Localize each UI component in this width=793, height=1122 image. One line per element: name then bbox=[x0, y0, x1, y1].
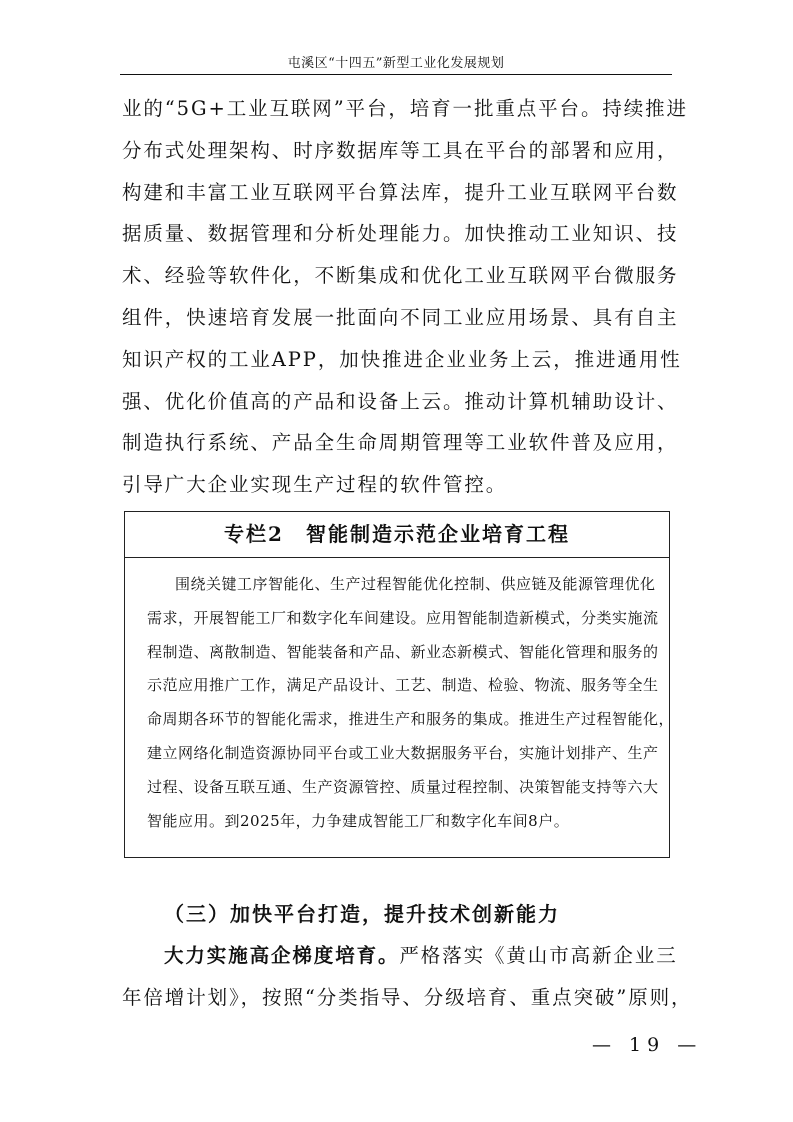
body-line: 分布式处理架构、时序数据库等工具在平台的部署和应用， bbox=[122, 138, 679, 162]
body-line: 构建和丰富工业互联网平台算法库，提升工业互联网平台数 bbox=[122, 180, 679, 204]
body-line: 制造执行系统、产品全生命周期管理等工业软件普及应用， bbox=[122, 431, 679, 455]
page-number: — 19 — bbox=[592, 1034, 703, 1056]
section-paragraph bbox=[122, 935, 693, 1019]
box-line: 围绕关键工序智能化、生产过程智能优化控制、供应链及能源管理优化 bbox=[175, 575, 656, 593]
paragraph-lead: 大力实施高企梯度培育。 bbox=[164, 944, 400, 967]
body-line: 术、经验等软件化，不断集成和优化工业互联网平台微服务 bbox=[122, 264, 679, 288]
box-line: 程制造、离散制造、智能装备和产品、新业态新模式、智能化管理和服务的 bbox=[147, 642, 659, 661]
box-line: 过程、设备互联互通、生产资源管控、质量过程控制、决策智能支持等六大 bbox=[147, 777, 659, 796]
paragraph-line bbox=[122, 935, 678, 977]
body-line: 引导广大企业实现生产过程的软件管控。 bbox=[122, 473, 508, 497]
body-line: 业的“5G+工业互联网”平台，培育一批重点平台。持续推进 bbox=[122, 97, 688, 120]
header-rule bbox=[120, 74, 672, 75]
body-paragraph bbox=[122, 88, 688, 506]
box-line: 智能应用。到2025年，力争建成智能工厂和数字化车间8户。 bbox=[147, 811, 570, 830]
feature-box-title: 专栏2 智能制造示范企业培育工程 bbox=[125, 512, 669, 558]
feature-box bbox=[124, 511, 675, 858]
box-line: 需求，开展智能工厂和数字化车间建设。应用智能制造新模式，分类实施流 bbox=[147, 608, 659, 627]
box-line: 命周期各环节的智能化需求，推进生产和服务的集成。推进生产过程智能化， bbox=[147, 710, 675, 729]
paragraph-lead-rest: 严格落实《黄山市高新企业三 bbox=[399, 944, 678, 967]
paragraph-line: 年倍增计划》，按照“分类指导、分级培育、重点突破”原则， bbox=[122, 985, 693, 1009]
page-header: 屯溪区“十四五”新型工业化发展规划 bbox=[287, 56, 505, 71]
body-line: 知识产权的工业APP，加快推进企业业务上云，推进通用性 bbox=[122, 347, 682, 371]
box-line: 建立网络化制造资源协同平台或工业大数据服务平台，实施计划排产、生产 bbox=[147, 743, 659, 762]
body-line: 组件，快速培育发展一批面向不同工业应用场景、具有自主 bbox=[122, 305, 679, 329]
body-line: 据质量、数据管理和分析处理能力。加快推动工业知识、技 bbox=[122, 222, 679, 246]
section-heading: （三）加快平台打造，提升技术创新能力 bbox=[164, 902, 560, 926]
feature-box-body bbox=[125, 558, 675, 838]
body-line: 强、优化价值高的产品和设备上云。推动计算机辅助设计、 bbox=[122, 389, 679, 413]
box-line: 示范应用推广工作，满足产品设计、工艺、制造、检验、物流、服务等全生 bbox=[147, 676, 659, 695]
